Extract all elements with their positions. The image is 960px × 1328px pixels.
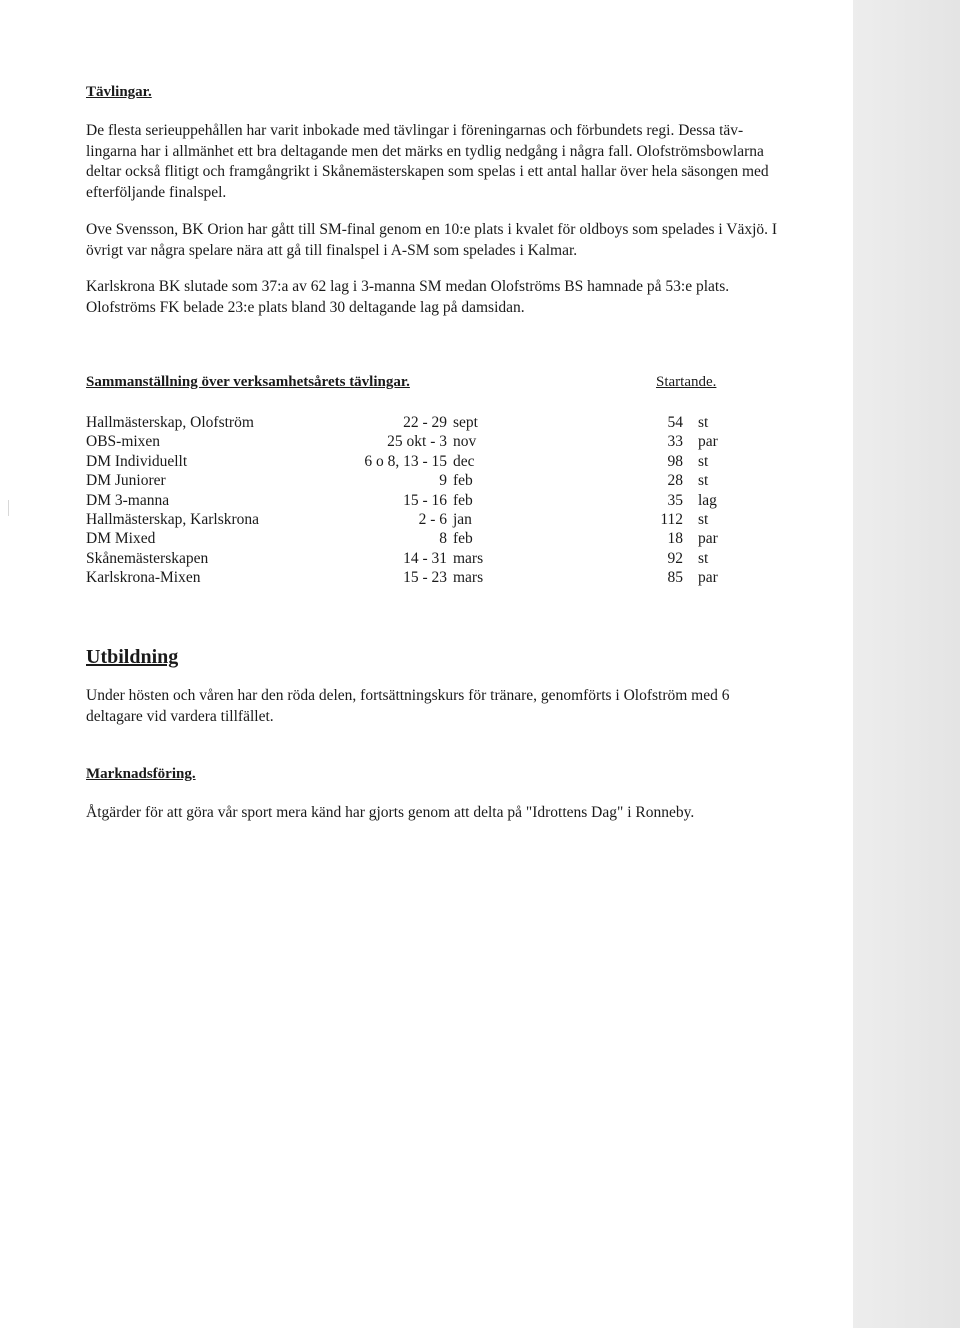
competition-dates: 15 - 23	[403, 569, 447, 587]
participant-count: 33	[667, 433, 683, 451]
table-row	[0, 491, 960, 511]
paragraph-utbildning	[86, 686, 826, 727]
table-row	[0, 529, 960, 549]
paragraph-tavlingar-1	[86, 121, 826, 203]
competition-month: feb	[453, 491, 473, 509]
table-row	[0, 471, 960, 491]
competition-name: Hallmästerskap, Karlskrona	[86, 511, 260, 528]
competition-dates: 22 - 29	[403, 414, 447, 431]
text-line: deltar också flitigt och framgångrikt i Skånemästerskapen som spelas i ett antal hallar över hela säsongen med	[86, 163, 769, 181]
heading-tavlingar: Tävlingar.	[86, 84, 152, 100]
participant-count: 112	[660, 511, 683, 528]
table-row	[0, 549, 960, 569]
competition-month: mars	[453, 549, 484, 567]
participant-count: 54	[667, 414, 683, 431]
competition-month: mars	[453, 569, 484, 587]
participant-count: 85	[667, 569, 683, 587]
competition-month: feb	[453, 472, 473, 490]
text-line: lingarna har i allmänhet ett bra deltagande men det märks en tydlig nedgång i några fall. Olofströmsbowlarna	[86, 142, 764, 160]
participant-unit: st	[698, 511, 709, 528]
paragraph-tavlingar-2	[86, 220, 826, 261]
competition-name: DM Juniorer	[86, 472, 166, 490]
heading-sammanstallning: Sammanställning över verksamhetsårets tävlingar.	[86, 374, 410, 390]
participant-count: 18	[667, 530, 683, 548]
table-row	[0, 432, 960, 452]
heading-marknadsforing: Marknadsföring.	[86, 766, 196, 782]
participant-unit: par	[698, 569, 718, 587]
competition-month: nov	[453, 433, 477, 451]
paragraph-marknadsforing	[86, 803, 826, 824]
competition-dates: 2 - 6	[418, 511, 447, 528]
competition-name: OBS-mixen	[86, 433, 161, 451]
heading-startande: Startande.	[656, 374, 717, 390]
text-line: övrigt var några spelare nära att gå till finalspel i A-SM som spelades i Kalmar.	[86, 241, 578, 259]
participant-unit: lag	[698, 491, 717, 509]
participant-unit: par	[698, 433, 718, 451]
text-line: Olofströms FK belade 23:e plats bland 30 deltagande lag på damsidan.	[86, 298, 525, 316]
text-line: Under hösten och våren har den röda delen, fortsättningskurs för tränare, genomförts i Olofström med 6	[86, 687, 730, 704]
participant-count: 35	[667, 491, 683, 509]
competition-name: DM Individuellt	[86, 452, 188, 470]
participant-unit: par	[698, 530, 718, 548]
text-line: De flesta serieuppehållen har varit inbokade med tävlingar i föreningarnas och förbundets regi. Dessa täv-	[86, 122, 744, 139]
competition-name: DM 3-manna	[86, 491, 170, 509]
scan-margin-shade	[853, 0, 960, 1328]
competition-name: DM Mixed	[86, 530, 156, 548]
table-row	[0, 452, 960, 472]
participant-count: 92	[667, 549, 683, 567]
competition-dates: 8	[439, 530, 447, 548]
text-line: Åtgärder för att göra vår sport mera känd har gjorts genom att delta på "Idrottens Dag" i Ronneby.	[86, 804, 695, 821]
competition-dates: 14 - 31	[403, 549, 447, 567]
text-line: Karlskrona BK slutade som 37:a av 62 lag i 3-manna SM medan Olofströms BS hamnade på 53:e plats.	[86, 278, 730, 295]
competition-month: feb	[453, 530, 473, 548]
table-row	[0, 568, 960, 588]
paragraph-tavlingar-3	[86, 277, 826, 318]
competition-name: Hallmästerskap, Olofström	[86, 414, 254, 431]
competition-month: jan	[453, 511, 472, 528]
participant-unit: st	[698, 472, 709, 490]
participant-unit: st	[698, 549, 709, 567]
text-line: efterföljande finalspel.	[86, 183, 227, 201]
text-line: deltagare vid vardera tillfället.	[86, 707, 274, 725]
competition-month: dec	[453, 452, 475, 470]
competition-month: sept	[453, 414, 478, 431]
competition-name: Karlskrona-Mixen	[86, 569, 201, 587]
table-row	[0, 413, 960, 433]
table-row	[0, 510, 960, 530]
participant-count: 28	[667, 472, 683, 490]
competition-dates: 15 - 16	[403, 491, 447, 509]
competition-dates: 6 o 8, 13 - 15	[364, 452, 447, 470]
competition-name: Skånemästerskapen	[86, 549, 209, 567]
participant-count: 98	[667, 452, 683, 470]
competition-dates: 25 okt - 3	[387, 433, 447, 451]
competition-dates: 9	[439, 472, 447, 490]
heading-utbildning: Utbildning	[86, 646, 179, 668]
text-line: Ove Svensson, BK Orion har gått till SM-final genom en 10:e plats i kvalet för oldboys som spelades i Växjö. I	[86, 221, 778, 238]
participant-unit: st	[698, 452, 709, 470]
participant-unit: st	[698, 414, 709, 431]
